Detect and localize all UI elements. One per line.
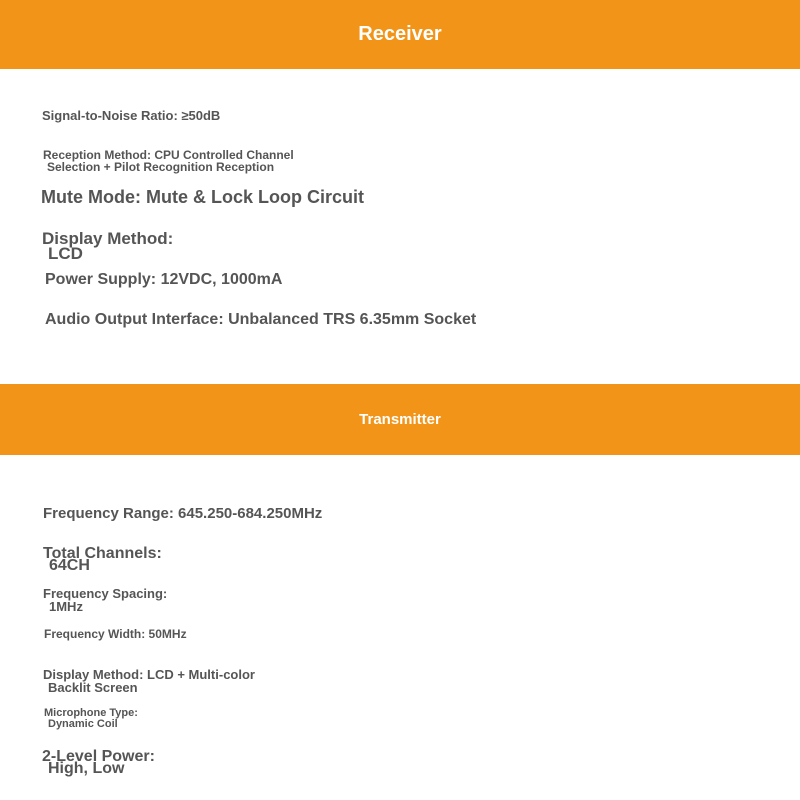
spec-spacing-label: Frequency Spacing:: [43, 586, 168, 601]
spec-reception-method: [43, 149, 294, 173]
spec-frequency-range: Frequency Range: 645.250-684.250MHz: [43, 505, 323, 522]
transmitter-title: Transmitter: [359, 411, 441, 428]
spec-channels-label: Total Channels:: [43, 545, 162, 562]
spec-frequency-spacing: [43, 587, 167, 613]
spec-tx-display-line1: Display Method: LCD + Multi-color: [43, 667, 255, 682]
spec-spacing-value: 1MHz: [49, 599, 83, 614]
spec-power-level: [42, 749, 155, 777]
spec-power-value: High, Low: [48, 760, 125, 777]
spec-tx-display-line2: Backlit Screen: [48, 680, 138, 695]
spec-channels-value: 64CH: [49, 557, 90, 574]
transmitter-header: [0, 384, 800, 455]
spec-frequency-width: Frequency Width: 50MHz: [44, 627, 187, 641]
spec-display-method: [42, 230, 173, 262]
receiver-title: Receiver: [358, 23, 442, 45]
spec-reception-line1: Reception Method: CPU Controlled Channel: [43, 148, 294, 162]
spec-audio-output: Audio Output Interface: Unbalanced TRS 6.35mm Socket: [45, 311, 477, 328]
spec-microphone-type: [44, 708, 138, 730]
spec-mic-label: Microphone Type:: [44, 707, 138, 719]
spec-snr: Signal-to-Noise Ratio: ≥50dB: [42, 108, 221, 123]
spec-total-channels: [43, 546, 162, 574]
spec-display-label: Display Method:: [42, 229, 174, 248]
spec-power-label: 2-Level Power:: [42, 748, 155, 765]
spec-display-value: LCD: [48, 244, 83, 263]
spec-tx-display-method: [43, 668, 255, 694]
spec-reception-line2: Selection + Pilot Recognition Reception: [47, 160, 275, 174]
spec-power-supply: Power Supply: 12VDC, 1000mA: [45, 271, 283, 288]
spec-mic-value: Dynamic Coil: [48, 718, 118, 730]
spec-mute-mode: Mute Mode: Mute & Lock Loop Circuit: [41, 187, 364, 207]
receiver-header: [0, 0, 800, 69]
